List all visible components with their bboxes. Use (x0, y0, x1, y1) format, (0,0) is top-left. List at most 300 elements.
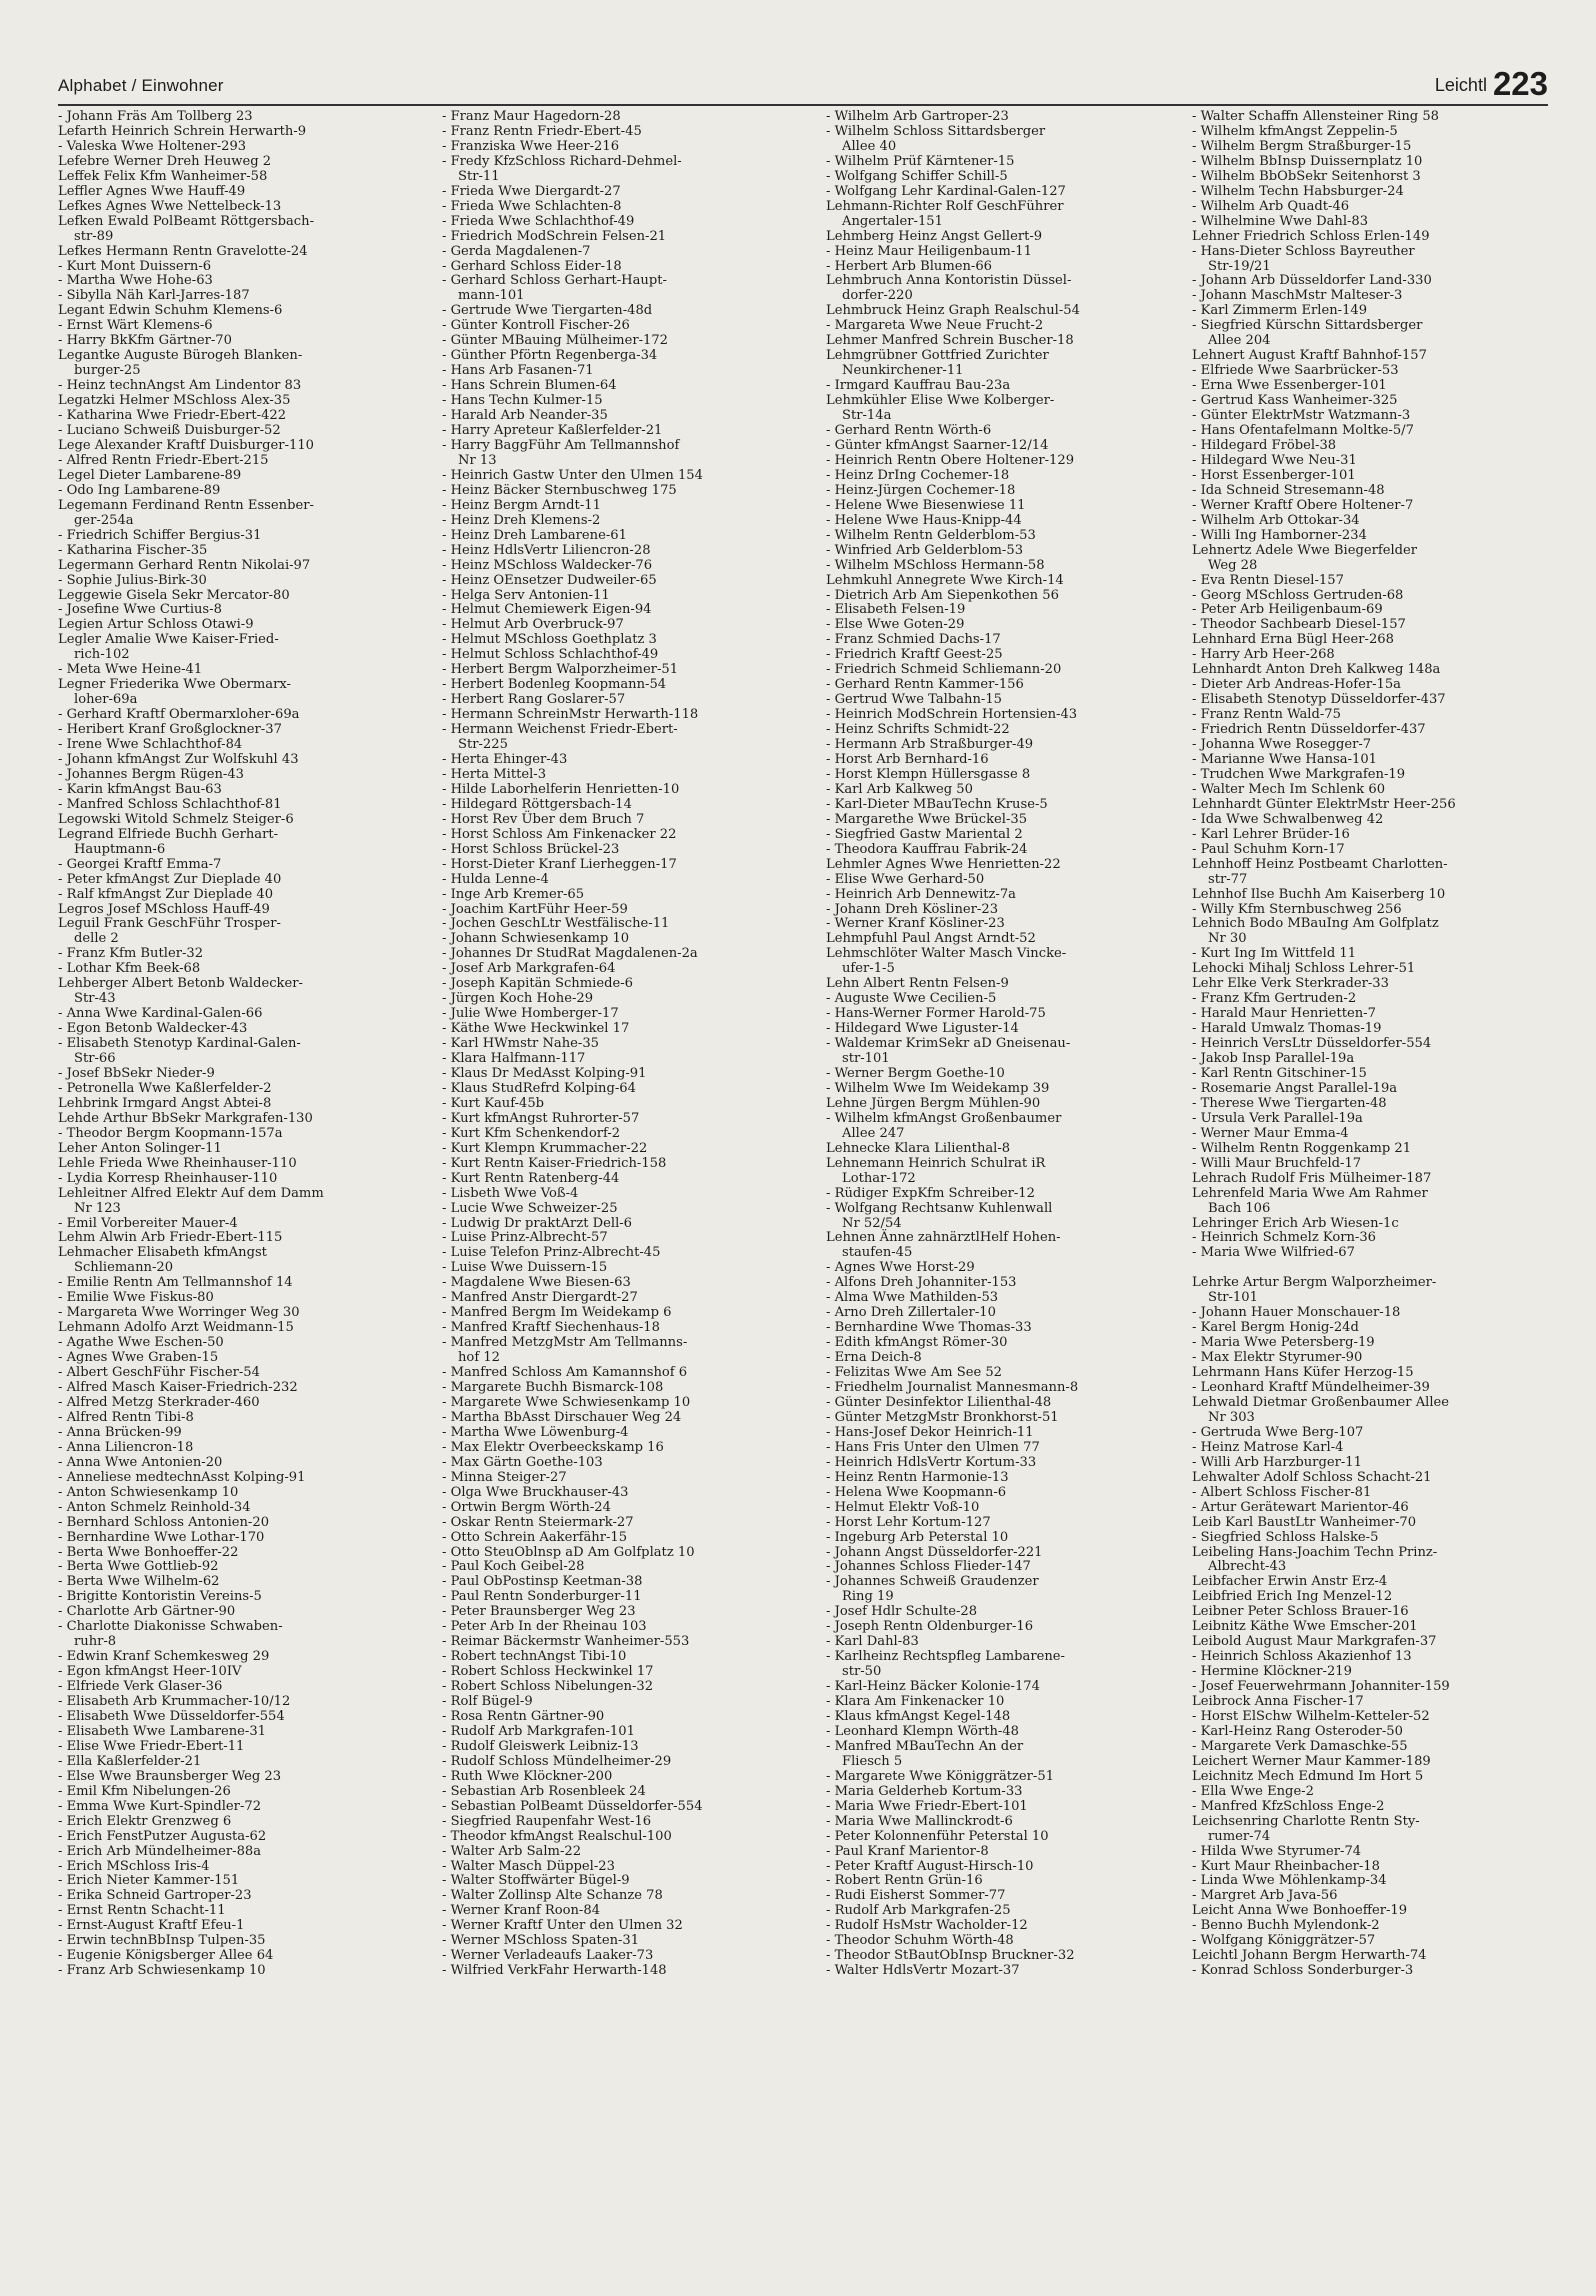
directory-entry: - Gerhard Rentn Kammer-156 (826, 677, 1024, 693)
directory-entry: - Ernst-August Kraftf Efeu-1 (58, 1918, 245, 1934)
directory-entry: - Harald Maur Henrietten-7 (1192, 1006, 1376, 1022)
directory-entry: Bach 106 (1208, 1200, 1271, 1216)
directory-entry: - Karl-Heinz Bäcker Kolonie-174 (826, 1679, 1040, 1695)
directory-entry: - Erich MSchloss Iris-4 (58, 1858, 210, 1874)
column-4 (1192, 110, 1547, 2280)
directory-entry: - Helmut Schloss Schlachthof-49 (442, 647, 659, 663)
directory-entry: - Franz Kfm Butler-32 (58, 946, 204, 962)
directory-entry: - Horst Rev Über dem Bruch 7 (442, 811, 645, 827)
directory-entry: - Ella Kaßlerfelder-21 (58, 1753, 202, 1769)
directory-entry: - Manfred Schloss Schlachthof-81 (58, 796, 282, 812)
directory-entry: burger-25 (74, 363, 141, 379)
directory-entry: Leffek Felix Kfm Wanheimer-58 (58, 168, 268, 184)
directory-entry: - Emil Vorbereiter Mauer-4 (58, 1215, 238, 1231)
directory-entry: - Wilhelmine Wwe Dahl-83 (1192, 213, 1369, 229)
directory-entry: - Margarete Buchh Bismarck-108 (442, 1380, 664, 1396)
directory-entry: Lehnhof Ilse Buchh Am Kaiserberg 10 (1192, 886, 1446, 902)
directory-entry: Lehmberg Heinz Angst Gellert-9 (826, 228, 1043, 244)
directory-entry: Legermann Gerhard Rentn Nikolai-97 (58, 557, 311, 573)
directory-entry: - Helene Wwe Haus-Knipp-44 (826, 512, 1022, 528)
directory-entry: Lehberger Albert Betonb Waldecker- (58, 976, 303, 992)
directory-entry: Lehwald Dietmar Großenbaumer Allee (1192, 1394, 1450, 1410)
directory-entry: - Heinz Maur Heiligenbaum-11 (826, 243, 1032, 259)
directory-entry: - Hermann SchreinMstr Herwarth-118 (442, 707, 699, 723)
directory-entry: Lehmler Agnes Wwe Henrietten-22 (826, 856, 1061, 872)
directory-entry: - Herbert Bodenleg Koopmann-54 (442, 677, 667, 693)
directory-entry: - Kurt Kfm Schenkendorf-2 (442, 1125, 621, 1141)
directory-entry: - Walter Masch Düppel-23 (442, 1858, 615, 1874)
directory-entry: - Heinrich Schloss Akazienhof 13 (1192, 1649, 1412, 1665)
directory-entry: - Erich FenstPutzer Augusta-62 (58, 1828, 267, 1844)
directory-entry: Leichtl Johann Bergm Herwarth-74 (1192, 1948, 1427, 1964)
directory-entry: - Frieda Wwe Diergardt-27 (442, 183, 621, 199)
directory-entry: - Siegfried Raupenfahr West-16 (442, 1813, 652, 1829)
directory-entry: - Horst Schloss Brückel-23 (442, 841, 620, 857)
directory-entry: - Walter HdlsVertr Mozart-37 (826, 1963, 1020, 1979)
directory-entry: - Emilie Rentn Am Tellmannshof 14 (58, 1275, 293, 1291)
directory-entry: Legrand Elfriede Buchh Gerhart- (58, 826, 279, 842)
directory-entry: - Friedrich Schmeid Schliemann-20 (826, 662, 1062, 678)
directory-entry: - Paul Schuhm Korn-17 (1192, 841, 1345, 857)
directory-entry: Leibner Peter Schloss Brauer-16 (1192, 1604, 1409, 1620)
directory-entry: - Rudolf Gleiswerk Leibniz-13 (442, 1738, 639, 1754)
directory-entry: Fliesch 5 (842, 1753, 903, 1769)
directory-entry: - Elisabeth Wwe Lambarene-31 (58, 1723, 266, 1739)
directory-entry: - Eva Rentn Diesel-157 (1192, 572, 1344, 588)
directory-entry: - Josefine Wwe Curtius-8 (58, 602, 222, 618)
directory-entry: - Manfred Schloss Am Kamannshof 6 (442, 1365, 688, 1381)
directory-entry: - Ruth Wwe Klöckner-200 (442, 1768, 613, 1784)
directory-entry: - Hans Schrein Blumen-64 (442, 378, 617, 394)
directory-entry: - Werner Kranf Kösliner-23 (826, 916, 1005, 932)
directory-entry: - Gerhard Schloss Eider-18 (442, 258, 622, 274)
directory-entry: - Margarete Wwe Königgrätzer-51 (826, 1768, 1055, 1784)
directory-entry: - Egon Betonb Waldecker-43 (58, 1021, 248, 1037)
directory-entry: - Klaus Dr MedAsst Kolping-91 (442, 1066, 647, 1081)
directory-entry: Lehner Friedrich Schloss Erlen-149 (1192, 228, 1430, 244)
directory-entry: - Elisabeth Wwe Düsseldorfer-554 (58, 1708, 285, 1724)
directory-entry: - Ortwin Bergm Wörth-24 (442, 1499, 611, 1515)
directory-entry: - Walter Stoffwärter Bügel-9 (442, 1873, 630, 1889)
directory-entry: Nr 13 (458, 452, 497, 468)
directory-entry: Albrecht-43 (1208, 1559, 1287, 1575)
directory-entry: - Johann Schwiesenkamp 10 (442, 931, 630, 947)
directory-entry: ufer-1-5 (842, 961, 895, 977)
directory-entry: - Johannes Dr StudRat Magdalenen-2a (442, 946, 698, 962)
directory-entry: - Waldemar KrimSekr aD Gneisenau- (826, 1036, 1071, 1052)
directory-entry: - Alfred Rentn Friedr-Ebert-215 (58, 452, 269, 468)
directory-entry: - Gertrud Kass Wanheimer-325 (1192, 393, 1398, 409)
directory-entry: - Friedhelm Journalist Mannesmann-8 (826, 1380, 1079, 1396)
directory-entry: - Jakob Insp Parallel-19a (1192, 1051, 1355, 1067)
directory-entry: - Jochen GeschLtr Westfälische-11 (442, 916, 670, 932)
directory-entry: - Friedrich ModSchrein Felsen-21 (442, 228, 667, 244)
directory-entry: - Dietrich Arb Am Siepenkothen 56 (826, 587, 1059, 603)
directory-entry: - Agathe Wwe Eschen-50 (58, 1335, 224, 1351)
directory-entry: - Heinz Dreh Klemens-2 (442, 512, 601, 528)
directory-entry: - Sebastian Arb Rosenbleek 24 (442, 1783, 646, 1799)
directory-entry: - Heinrich Schmelz Korn-36 (1192, 1230, 1376, 1246)
directory-entry: Leicht Anna Wwe Bonhoeffer-19 (1192, 1903, 1408, 1919)
directory-entry: - Ingeburg Arb Peterstal 10 (826, 1529, 1009, 1545)
directory-entry: - Rudolf HsMstr Wacholder-12 (826, 1918, 1028, 1934)
directory-entry: - Margarete Wwe Schwiesenkamp 10 (442, 1394, 691, 1410)
directory-entry: delle 2 (74, 931, 119, 947)
directory-entry: - Herta Mittel-3 (442, 766, 547, 782)
directory-entry: - Karl Arb Kalkweg 50 (826, 781, 973, 797)
directory-entry: Lehwalter Adolf Schloss Schacht-21 (1192, 1469, 1432, 1485)
directory-entry: - Günther Pförtn Regenberga-34 (442, 348, 658, 364)
directory-entry: Lehrenfeld Maria Wwe Am Rahmer (1192, 1185, 1428, 1201)
directory-entry: Str-11 (458, 168, 500, 184)
directory-entry: - Wilhelm Rentn Gelderblom-53 (826, 527, 1036, 543)
directory-entry: - Hildegard Wwe Neu-31 (1192, 452, 1357, 468)
directory-entry: - Gertrud Wwe Talbahn-15 (826, 692, 1002, 708)
directory-entry: - Wilhelm Schloss Sittardsberger (826, 123, 1046, 139)
directory-entry: - Karl Lehrer Brüder-16 (1192, 826, 1350, 842)
directory-entry: Lehnhardt Anton Dreh Kalkweg 148a (1192, 662, 1441, 678)
directory-entry: - Anton Schwiesenkamp 10 (58, 1484, 239, 1500)
directory-entry: - Franziska Wwe Heer-216 (442, 138, 620, 154)
directory-entry: - Luise Prinz-Albrecht-57 (442, 1230, 608, 1246)
directory-entry: - Therese Wwe Tiergarten-48 (1192, 1095, 1387, 1111)
directory-entry: - Charlotte Diakonisse Schwaben- (58, 1619, 283, 1635)
directory-entry: - Willi Ing Hamborner-234 (1192, 527, 1367, 543)
directory-entry: - Johann Dreh Kösliner-23 (826, 901, 999, 917)
directory-columns (58, 110, 1548, 2280)
directory-entry: - Helmut MSchloss Goethplatz 3 (442, 632, 657, 648)
directory-entry: - Wilhelm kfmAngst Zeppelin-5 (1192, 123, 1398, 139)
directory-entry: - Wilhelm Prüf Kärntener-15 (826, 153, 1015, 169)
directory-entry: Lehbrink Irmgard Angst Abtei-8 (58, 1095, 272, 1111)
directory-entry: Lehmkühler Elise Wwe Kolberger- (826, 393, 1055, 409)
directory-entry: - Konrad Schloss Sonderburger-3 (1192, 1963, 1414, 1979)
directory-entry: Lehnemann Heinrich Schulrat iR (826, 1155, 1046, 1171)
directory-entry: - Theodora Kauffrau Fabrik-24 (826, 841, 1028, 857)
directory-entry: - Erika Schneid Gartroper-23 (58, 1888, 252, 1904)
directory-entry: - Ursula Verk Parallel-19a (1192, 1110, 1363, 1126)
directory-entry: Leibeling Hans-Joachim Techn Prinz- (1192, 1544, 1438, 1560)
directory-entry: Allee 40 (842, 138, 897, 154)
directory-entry: - Werner Verladeaufs Laaker-73 (442, 1948, 654, 1964)
directory-entry: - Willi Maur Bruchfeld-17 (1192, 1155, 1362, 1171)
directory-entry: - Hildegard Wwe Liguster-14 (826, 1021, 1019, 1037)
directory-entry: - Horst Lehr Kortum-127 (826, 1514, 991, 1530)
directory-entry: - Alma Wwe Mathilden-53 (826, 1290, 999, 1306)
directory-entry: - Erna Wwe Essenberger-101 (1192, 378, 1387, 394)
directory-entry: Legant Edwin Schuhm Klemens-6 (58, 303, 283, 319)
directory-entry: - Sebastian PolBeamt Düsseldorfer-554 (442, 1798, 703, 1814)
directory-entry: - Johann Fräs Am Tollberg 23 (58, 110, 253, 124)
directory-entry: Lehnecke Klara Lilienthal-8 (826, 1140, 1011, 1156)
directory-entry: Leib Karl BaustLtr Wanheimer-70 (1192, 1514, 1417, 1530)
directory-entry: - Otto Schrein Aakerfähr-15 (442, 1529, 628, 1545)
directory-entry: - Paul ObPostinsp Keetman-38 (442, 1574, 643, 1590)
directory-entry: - Hans Techn Kulmer-15 (442, 393, 603, 409)
directory-entry: Lehrmann Hans Küfer Herzog-15 (1192, 1365, 1414, 1381)
directory-entry: - Hans-Dieter Schloss Bayreuther (1192, 243, 1415, 259)
directory-entry: - Hildegard Fröbel-38 (1192, 437, 1337, 453)
directory-entry: - Martha BbAsst Dirschauer Weg 24 (442, 1409, 682, 1425)
directory-entry: - Berta Wwe Bonhoeffer-22 (58, 1544, 239, 1560)
directory-entry: - Robert Schloss Heckwinkel 17 (442, 1664, 654, 1680)
directory-entry: - Rosa Rentn Gärtner-90 (442, 1708, 605, 1724)
directory-entry: - Werner Kraftf Unter den Ulmen 32 (442, 1918, 683, 1934)
directory-entry: - Alfred Masch Kaiser-Friedrich-232 (58, 1380, 298, 1396)
directory-entry: - Wilhelm Rentn Roggenkamp 21 (1192, 1140, 1412, 1156)
directory-entry: - Egon kfmAngst Heer-10IV (58, 1664, 242, 1680)
directory-entry: - Artur Gerätewart Marientor-46 (1192, 1499, 1409, 1515)
directory-entry: - Fredy KfzSchloss Richard-Dehmel- (442, 153, 682, 169)
directory-entry: - Günter MBauing Mülheimer-172 (442, 333, 669, 349)
directory-entry: Lehnen Änne zahnärztlHelf Hohen- (826, 1230, 1061, 1246)
directory-entry: - Emilie Wwe Fiskus-80 (58, 1290, 214, 1306)
directory-entry: - Franz Arb Schwiesenkamp 10 (58, 1963, 266, 1979)
directory-entry: - Theodor kfmAngst Realschul-100 (442, 1828, 672, 1844)
directory-entry: ruhr-8 (74, 1634, 117, 1650)
directory-entry: - Manfred Bergm Im Weidekamp 6 (442, 1305, 672, 1321)
directory-entry: - Bernhardine Wwe Thomas-33 (826, 1320, 1032, 1336)
directory-entry: - Albert GeschFühr Fischer-54 (58, 1365, 260, 1381)
directory-entry: Lefebre Werner Dreh Heuweg 2 (58, 153, 272, 169)
directory-entry: - Ralf kfmAngst Zur Dieplade 40 (58, 886, 274, 902)
directory-entry: - Johann Arb Düsseldorfer Land-330 (1192, 273, 1432, 289)
directory-entry: - Rosemarie Angst Parallel-19a (1192, 1080, 1398, 1096)
directory-entry: - Paul Koch Geibel-28 (442, 1559, 585, 1575)
directory-entry: - Johannes Schloss Flieder-147 (826, 1559, 1031, 1575)
directory-entry: - Luise Telefon Prinz-Albrecht-45 (442, 1245, 661, 1261)
directory-entry: - Günter Desinfektor Lilienthal-48 (826, 1394, 1052, 1410)
directory-entry: str-101 (842, 1051, 890, 1067)
directory-entry: - Magdalene Wwe Biesen-63 (442, 1275, 631, 1291)
directory-entry: Leibnitz Käthe Wwe Emscher-201 (1192, 1619, 1418, 1635)
directory-entry: - Josef Arb Markgrafen-64 (442, 961, 616, 977)
directory-entry: Lehmkuhl Annegrete Wwe Kirch-14 (826, 572, 1064, 588)
directory-entry: - Maria Wwe Petersberg-19 (1192, 1335, 1375, 1351)
directory-entry: Leggewie Gisela Sekr Mercator-80 (58, 587, 290, 603)
directory-entry: Leffler Agnes Wwe Hauff-49 (58, 183, 246, 199)
directory-entry: Leibrock Anna Fischer-17 (1192, 1694, 1364, 1710)
directory-entry: - Heinrich Rentn Obere Holtener-129 (826, 452, 1075, 468)
directory-entry: - Else Wwe Braunsberger Weg 23 (58, 1768, 282, 1784)
directory-entry: Lehringer Erich Arb Wiesen-1c (1192, 1215, 1399, 1231)
directory-entry: - Franz Schmied Dachs-17 (826, 632, 1001, 648)
directory-entry: - Martha Wwe Löwenburg-4 (442, 1424, 629, 1440)
directory-entry: Lothar-172 (842, 1170, 916, 1186)
directory-entry: - Wilhelm kfmAngst Großenbaumer (826, 1110, 1062, 1126)
directory-entry: - Rudi Eisherst Sommer-77 (826, 1888, 1006, 1904)
directory-entry: - Josef Feuerwehrmann Johanniter-159 (1192, 1679, 1450, 1695)
directory-entry: - Friedrich Kraftf Geest-25 (826, 647, 1003, 663)
directory-entry: - Edwin Kranf Schemkesweg 29 (58, 1649, 270, 1665)
column-1 (58, 110, 413, 2280)
directory-entry: - Georgei Kraftf Emma-7 (58, 856, 222, 872)
directory-entry: Lehmgrübner Gottfried Zurichter (826, 348, 1049, 364)
directory-entry: - Hans Fris Unter den Ulmen 77 (826, 1439, 1040, 1455)
directory-entry: - Anna Liliencron-18 (58, 1439, 194, 1455)
directory-entry: - Helmut Elektr Voß-10 (826, 1499, 980, 1515)
directory-entry: - Herta Ehinger-43 (442, 751, 568, 767)
directory-entry: - Günter MetzgMstr Bronkhorst-51 (826, 1409, 1059, 1425)
directory-entry: - Anna Brücken-99 (58, 1424, 182, 1440)
directory-entry: - Heinz HdlsVertr Liliencron-28 (442, 542, 651, 558)
directory-entry: Lehmbruch Anna Kontoristin Düssel- (826, 273, 1072, 289)
directory-entry: - Josef BbSekr Nieder-9 (58, 1066, 215, 1081)
directory-entry: - Hilda Wwe Styrumer-74 (1192, 1843, 1362, 1859)
directory-entry: - Hilde Laborhelferin Henrietten-10 (442, 781, 680, 797)
directory-entry: - Anton Schmelz Reinhold-34 (58, 1499, 251, 1515)
directory-entry: - Wilhelm BbInsp Duissernplatz 10 (1192, 153, 1423, 169)
directory-entry: Lehn Albert Rentn Felsen-9 (826, 976, 1009, 992)
directory-entry: - Ida Schneid Stresemann-48 (1192, 482, 1385, 498)
directory-entry: Leguil Frank GeschFühr Trosper- (58, 916, 281, 932)
directory-entry: - Hildegard Röttgersbach-14 (442, 796, 632, 812)
directory-entry: - Peter Kolonnenführ Peterstal 10 (826, 1828, 1049, 1844)
directory-entry: - Erich Elektr Grenzweg 6 (58, 1813, 232, 1829)
directory-entry: - Wilhelm MSchloss Hermann-58 (826, 557, 1045, 573)
directory-entry: - Max Elektr Styrumer-90 (1192, 1350, 1363, 1366)
directory-entry: - Heinrich ModSchrein Hortensien-43 (826, 707, 1078, 723)
directory-entry: - Luise Wwe Duissern-15 (442, 1260, 608, 1276)
directory-entry: Lehne Jürgen Bergm Mühlen-90 (826, 1095, 1041, 1111)
directory-entry: Allee 247 (842, 1125, 905, 1141)
directory-entry: - Margareta Wwe Worringer Weg 30 (58, 1305, 300, 1321)
directory-entry: - Helmut Arb Overbruck-97 (442, 617, 624, 633)
directory-entry: - Wolfgang Königgrätzer-57 (1192, 1933, 1376, 1949)
directory-entry: Lehnich Bodo MBauIng Am Golfplatz (1192, 916, 1439, 932)
directory-entry: - Johannes Bergm Rügen-43 (58, 766, 244, 782)
directory-entry: Lefkes Hermann Rentn Gravelotte-24 (58, 243, 308, 259)
directory-entry: - Friedrich Rentn Düsseldorfer-437 (1192, 722, 1426, 738)
directory-entry: - Sibylla Näh Karl-Jarres-187 (58, 288, 250, 304)
directory-entry: - Horst Arb Bernhard-16 (826, 751, 989, 767)
section-title: Alphabet / Einwohner (58, 76, 224, 95)
directory-entry: rumer-74 (1208, 1828, 1271, 1844)
directory-entry: - Reimar Bäckermstr Wanheimer-553 (442, 1634, 690, 1650)
directory-entry: - Heinz Bäcker Sternbuschweg 175 (442, 482, 677, 498)
directory-entry: - Karel Bergm Honig-24d (1192, 1320, 1359, 1336)
directory-entry: - Walter Arb Salm-22 (442, 1843, 582, 1859)
directory-entry: Lehrach Rudolf Fris Mülheimer-187 (1192, 1170, 1432, 1186)
directory-entry: Lege Alexander Kraftf Duisburger-110 (58, 437, 314, 453)
directory-entry: - Leonhard Kraftf Mündelheimer-39 (1192, 1380, 1430, 1396)
directory-entry: - Helmut Chemiewerk Eigen-94 (442, 602, 652, 618)
directory-entry: Str-19/21 (1208, 258, 1271, 274)
directory-entry: - Peter kfmAngst Zur Dieplade 40 (58, 871, 282, 887)
directory-entry: - Oskar Rentn Steiermark-27 (442, 1514, 634, 1530)
directory-entry: - Ida Wwe Schwalbenweg 42 (1192, 811, 1384, 827)
directory-entry: - Hans-Josef Dekor Heinrich-11 (826, 1424, 1034, 1440)
directory-entry: - Kurt Mont Duissern-6 (58, 258, 212, 274)
directory-entry: - Gertruda Wwe Berg-107 (1192, 1424, 1364, 1440)
directory-entry: - Jürgen Koch Hohe-29 (442, 991, 594, 1007)
directory-entry: - Valeska Wwe Holtener-293 (58, 138, 247, 154)
directory-entry: - Emma Wwe Kurt-Spindler-72 (58, 1798, 262, 1814)
directory-entry: - Meta Wwe Heine-41 (58, 662, 203, 678)
directory-entry: staufen-45 (842, 1245, 913, 1261)
directory-entry: - Margret Arb Java-56 (1192, 1888, 1338, 1904)
directory-entry: Str-14a (842, 408, 892, 424)
directory-entry: - Agnes Wwe Graben-15 (58, 1350, 219, 1366)
directory-entry: Weg 28 (1208, 557, 1258, 573)
directory-entry: - Alfred Metzg Sterkrader-460 (58, 1394, 260, 1410)
directory-entry: - Wilfried VerkFahr Herwarth-148 (442, 1963, 667, 1979)
directory-entry: - Johann Angst Düsseldorfer-221 (826, 1544, 1043, 1560)
directory-entry: - Frieda Wwe Schlachten-8 (442, 198, 622, 214)
directory-entry: - Gerda Magdalenen-7 (442, 243, 591, 259)
directory-entry: - Willi Arb Harzburger-11 (1192, 1454, 1362, 1470)
directory-entry: Leibfried Erich Ing Menzel-12 (1192, 1589, 1393, 1605)
directory-entry: - Joseph Kapitän Schmiede-6 (442, 976, 633, 992)
directory-entry: - Heinz-Jürgen Cochemer-18 (826, 482, 1016, 498)
directory-entry: - Elfriede Wwe Saarbrücker-53 (1192, 363, 1399, 379)
directory-entry: - Harald Umwalz Thomas-19 (1192, 1021, 1382, 1037)
directory-entry: - Werner Bergm Goethe-10 (826, 1066, 1005, 1081)
directory-entry: - Harald Arb Neander-35 (442, 408, 608, 424)
directory-entry: ger-254a (74, 512, 134, 528)
directory-entry: Legantke Auguste Bürogeh Blanken- (58, 348, 303, 364)
directory-entry: Str-225 (458, 737, 508, 753)
directory-entry: - Dieter Arb Andreas-Hofer-15a (1192, 677, 1401, 693)
directory-entry: - Karin kfmAngst Bau-63 (58, 781, 222, 797)
directory-entry: - Johann Hauer Monschauer-18 (1192, 1305, 1401, 1321)
directory-entry: - Horst Essenberger-101 (1192, 467, 1356, 483)
directory-entry: - Herbert Bergm Walporzheimer-51 (442, 662, 679, 678)
directory-entry: - Hermann Arb Straßburger-49 (826, 737, 1034, 753)
directory-entry: - Minna Steiger-27 (442, 1469, 567, 1485)
directory-entry: - Heinz Dreh Lambarene-61 (442, 527, 627, 543)
page-header (58, 60, 1548, 100)
directory-entry: - Wolfgang Schiffer Schill-5 (826, 168, 1008, 184)
directory-entry: - Joseph Rentn Oldenburger-16 (826, 1619, 1034, 1635)
directory-entry: - Maria Wwe Mallinckrodt-6 (826, 1813, 1013, 1829)
directory-entry: - Rudolf Schloss Mündelheimer-29 (442, 1753, 672, 1769)
directory-entry: - Charlotte Arb Gärtner-90 (58, 1604, 236, 1620)
directory-entry: - Albert Schloss Fischer-81 (1192, 1484, 1372, 1500)
directory-entry: - Paul Kranf Marientor-8 (826, 1843, 989, 1859)
directory-entry: - Joachim KartFühr Heer-59 (442, 901, 628, 917)
directory-entry: Lehnhard Erna Bügl Heer-268 (1192, 632, 1394, 648)
directory-entry: - Karl Zimmerm Erlen-149 (1192, 303, 1368, 319)
directory-entry: - Theodor Schuhm Wörth-48 (826, 1933, 1014, 1949)
directory-entry: - Heinrich Gastw Unter den Ulmen 154 (442, 467, 703, 483)
directory-entry: - Hermann Weichenst Friedr-Ebert- (442, 722, 678, 738)
directory-entry: - Heinz Schrifts Schmidt-22 (826, 722, 1010, 738)
directory-entry: - Heinz Matrose Karl-4 (1192, 1439, 1344, 1455)
directory-entry: Lehnhoff Heinz Postbeamt Charlotten- (1192, 856, 1448, 872)
directory-entry: - Klaus kfmAngst Kegel-148 (826, 1708, 1011, 1724)
directory-entry: - Horst ElSchw Wilhelm-Ketteler-52 (1192, 1708, 1430, 1724)
directory-entry: - Wilhelm Techn Habsburger-24 (1192, 183, 1404, 199)
directory-entry: - Trudchen Wwe Markgrafen-19 (1192, 766, 1406, 782)
directory-entry: Allee 204 (1208, 333, 1271, 349)
directory-entry: Nr 303 (1208, 1409, 1255, 1425)
directory-entry: - Karl-Dieter MBauTechn Kruse-5 (826, 796, 1048, 812)
directory-entry: Lehmschlöter Walter Masch Vincke- (826, 946, 1067, 962)
directory-entry: Schliemann-20 (74, 1260, 174, 1276)
directory-entry: - Franz Rentn Wald-75 (1192, 707, 1341, 723)
directory-entry: - Leonhard Klempn Wörth-48 (826, 1723, 1019, 1739)
directory-entry: - Peter Arb Heiligenbaum-69 (1192, 602, 1383, 618)
directory-entry: - Max Elektr Overbeeckskamp 16 (442, 1439, 664, 1455)
directory-entry: Leher Anton Solinger-11 (58, 1140, 222, 1156)
directory-entry: Legner Friederika Wwe Obermarx- (58, 677, 291, 693)
directory-entry: - Siegfried Gastw Mariental 2 (826, 826, 1023, 842)
directory-entry: - Max Gärtn Goethe-103 (442, 1454, 603, 1470)
directory-entry: - Wilhelm BbObSekr Seitenhorst 3 (1192, 168, 1421, 184)
directory-entry: - Paul Rentn Sonderburger-11 (442, 1589, 642, 1605)
directory-entry: Lefken Ewald PolBeamt Röttgersbach- (58, 213, 314, 229)
